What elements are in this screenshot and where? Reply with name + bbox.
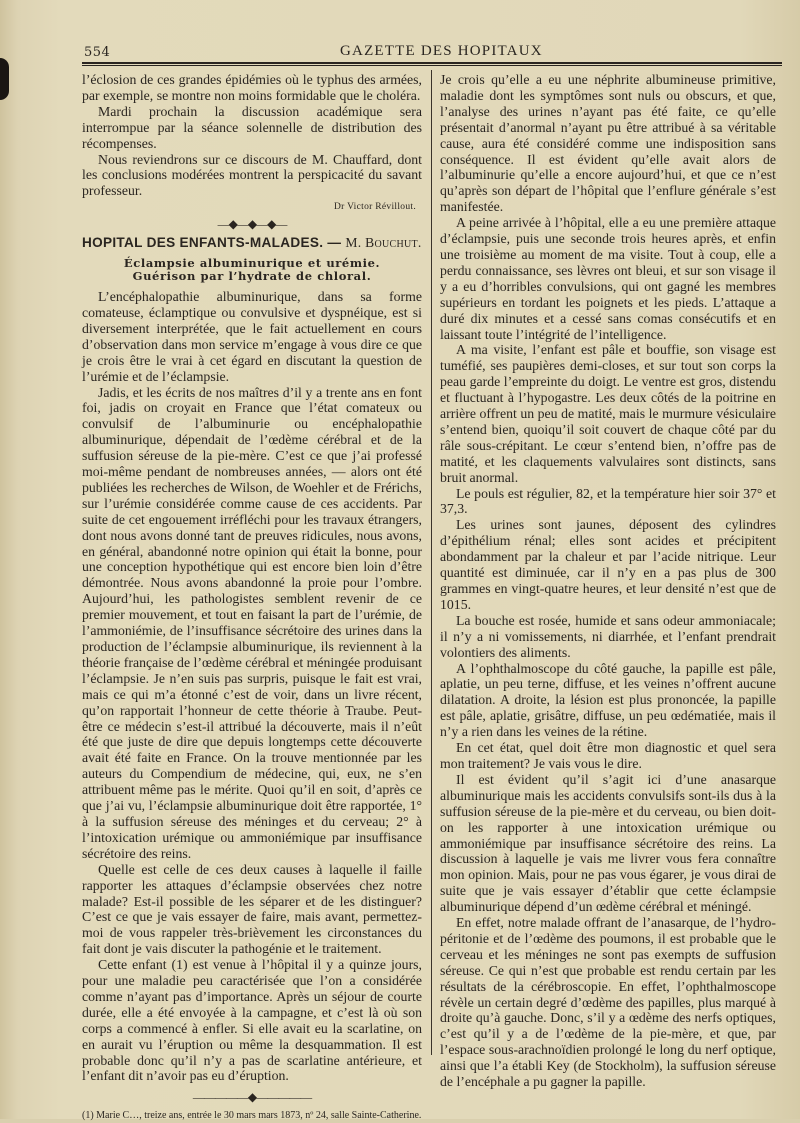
paragraph-pouls: Le pouls est régulier, 82, et la température hier soir 37° et 37,3. [440,485,776,517]
paragraph-visite: A ma visite, l’enfant est pâle et bouffie, son visage est tuméfié, ses paupières demi-closes, et sur tout son corps la peau garde l’empreinte du doigt. Le ventre est gros, distendu et fluctuant à l’hypogastre. Les deux côtés de la poitrine en arrière offrent un peu de matité, mais le murmure vésiculaire s’entend bien, quoiqu’il soit couvert de chaque côté par du râle sous-crépitant. Le cœur s’entend bien, n’offre pas de matité, et les claquements valvulaires sont distincts, sans bruit anormal. [440,342,776,485]
paragraph-chauffard: Nous reviendrons sur ce discours de M. Chauffard, dont les conclusions modérées montrent la perspicacité du savant professeur. [82,151,422,199]
section-title: HOPITAL DES ENFANTS-MALADES. — [82,235,346,251]
paragraph-cette-enfant: Cette enfant (1) est venue à l’hôpital il y a quinze jours, pour une maladie peu caractérisée que l’on a considérée comme n’ayant pas d’importance. Après un séjour de courte durée, elle a été envoyée à la campagne, et c’est là où son corps a commencé à enfler. Si elle avait eu la scarlatine, on en aurait vu l’éruption ou même la desquammation. Il est probable donc qu’il n’y a pas de scarlatine antérieure, et l’enfant dit n’avoir pas eu d’éruption. [82,957,422,1084]
left-column [82,72,422,1123]
section-heading [82,235,422,251]
paragraph-urines: Les urines sont jaunes, déposent des cylindres d’épithélium rénal; elles sont acides et précipitent abondamment par la chaleur et par l’acide nitrique. Leur quantité est diminuée, car il n’y en a pas plus de 300 grammes en vingt-quatre heures, et leur densité n’est que de 1015. [440,517,776,612]
section-author: M. Bouchut. [345,235,422,251]
column-divider [431,70,432,1055]
paragraph-encephalopathie: L’encéphalopathie albuminurique, dans sa forme comateuse, éclamptique ou convulsive et dyspnéique, est si diversement interprétée, que le fait actuellement en cours d’observation dans mon service m’engage à vous dire ce que je crois être le vrai à cet égard en discutant la question de l’urémie et de l’éclampsie. [82,289,422,384]
paragraph-en-effet: En effet, notre malade offrant de l’anasarque, de l’hydro-péritonie et de l’œdème des poumons, il est probable que le cerveau et les méninges ne sont pas exempts de suffusion séreuse. Ce qui n’est que probable est rendu certain par les résultats de la cérébroscopie. En effet, l’ophthalmoscope révèle un certain degré d’œdème des papilles, plus marqué à droite qu’à gauche. Donc, s’il y a œdème des nerfs optiques, c’est qu’il y a de l’œdème de la pie-mère, et que, par l’espace sous-arachnoïdien prolongé le long du nerf optique, ainsi que l’a établi Key (de Stockholm), la suffusion séreuse de l’encéphale a pu gagner la papille. [440,915,776,1090]
right-column [440,72,776,1090]
footnote: (1) Marie C…, treize ans, entrée le 30 mars mars 1873, nº 24, salle Sainte-Catherine. [82,1110,422,1122]
header-rule [82,62,782,64]
paragraph-ophthalmoscope: A l’ophthalmoscope du côté gauche, la papille est pâle, aplatie, un peu terne, diffuse, et les veines n’offrent aucune dilatation. A droite, la lésion est plus prononcée, la papille est pâle, aplatie, grisâtre, diffuse, un peu œdématiée, mais il n’y a rien dans les veines de la rétine. [440,660,776,740]
paragraph-epidemics: l’éclosion de ces grandes épidémies où le typhus des armées, par exemple, se montre non moins formidable que le choléra. [82,72,422,103]
paragraph-diagnostic: En cet état, quel doit être mon diagnostic et quel sera mon traitement? Je vais vous le dire. [440,740,776,771]
paragraph-nephrite: Je crois qu’elle a eu une néphrite albumineuse primitive, maladie dont les symptômes sont nuls ou obscurs, et que, l’analyse des urines n’ayant pas été faite, ce qu’elle présentait d’anormal n’ayant pu être attribué à sa véritable cause, aura été considéré comme une indisposition sans conséquence. Il est évident qu’elle avait alors de l’albuminurie qu’elle a encore aujourd’hui, et que ce n’est qu’après son départ de l’hôpital que l’enflure générale s’est manifestée. [440,72,776,215]
page-number: 554 [84,45,111,60]
footnote-separator: —————◆————— [192,1090,312,1105]
paragraph-anasarque: Il est évident qu’il s’agit ici d’une anasarque albuminurique mais les accidents convulsifs sont-ils dus à la suffusion séreuse de la pie-mère et du cerveau, ou bien doit-on les rapporter à une intoxication urémique ou ammoniémique par insuffisance sécrétoire des reins. La discussion à laquelle je vais me livrer vous fera connaître mon opinion. Mais, pour ne pas vous égarer, je vous dirai de suite que je vais essayer d’établir que cette éclampsie albuminurique dépend d’un œdème cérébral et méningé. [440,771,776,915]
header-rule-thin [82,65,782,66]
paragraph-jadis: Jadis, et les écrits de nos maîtres d’il y a trente ans en font foi, jadis on croyait en France que l’état comateux ou convulsif de l’albuminurie ou encéphalopathie albuminurique, dépendait de l’œdème cérébral et de la suffusion séreuse de la pie-mère. C’est ce que j’ai professé moi-même pendant de nombreuses années, — alors ont été publiées les recherches de Wilson, de Woehler et de Frérichs, sur l’urémie considérée comme cause de ces accidents. Par suite de cet engouement irréfléchi pour les travaux étrangers, dont nous avons donné tant de preuves ridicules, nous avons, en général, abandonné notre opinion qui était la bonne, pour une conception hypothétique qui est encore bien loin d’être démontrée. Nous avons abandonné la proie pour l’ombre. Aujourd’hui, les pathologistes semblent revenir de ce premier mouvement, et tout en faisant la part de l’urémie, de l’ammoniémie, de l’insuffisance sécrétoire des urines dans la production de l’éclampsie albuminurique, ils reviennent à la théorie française de l’œdème cérébral et méningée produisant l’éclampsie. Je n’en suis pas surpris, puisque le fait est vrai, mais ce qui m’a étonné c’est de voir, dans un livre récent, qu’on rapportait l’honneur de cette théorie à Traube. Peut-être ce médecin s’est-il attribué la découverte, mais il n’eût été que juste de dire que depuis longtemps cette découverte avait été faite en France. On la trouve mentionnée par les auteurs du Compendium de médecine, qui, eux, ne s’en attribuent même pas le mérite. Quoi qu’il en soit, d’après ce que j’ai vu, l’éclampsie albuminurique doit être rapportée, 1° à la suffusion séreuse des méninges et du cerveau; 2° à l’intoxication urémique ou ammoniémique par insuffisance sécrétoire des reins. [82,384,422,861]
paragraph-quelle-cause: Quelle est celle de ces deux causes à laquelle il faille rapporter les attaques d’éclampsie observées chez notre malade? Est-il possible de les séparer et de les distinguer? C’est ce que je vais essayer de faire, mais avant, permettez-moi de vous rappeler très-brièvement les circonstances du fait dont je vais discuter la pathogénie et le traitement. [82,861,422,957]
paragraph-mardi: Mardi prochain la discussion académique sera interrompue par la séance solennelle de distribution des récompenses. [82,103,422,151]
paragraph-attaques: A peine arrivée à l’hôpital, elle a eu une première attaque d’éclampsie, puis une seconde trois heures après, et enfin une troisième au moment de ma visite. Tout à coup, elle a perdu connaissance, ses lèvres ont bleui, et sur son visage il y a eu d’horribles convulsions, qui ont gagné les membres supérieurs en tordant les poignets et les pieds. L’attaque a duré dix minutes et a cessé sans comas consécutifs et en laissant toute l’intégrité de l’intelligence. [440,215,776,342]
journal-title: GAZETTE DES HOPITAUX [340,43,543,59]
author-signature: Dr Victor Révillout. [333,202,416,213]
binding-hole [0,58,9,100]
article-subtitle: Éclampsie albuminurique et urémie. Guérison par l’hydrate de chloral. [123,256,381,284]
paragraph-bouche: La bouche est rosée, humide et sans odeur ammoniacale; il n’y a ni vomissements, ni diarrhée, et l’enfant prendrait volontiers des aliments. [440,612,776,660]
section-ornament: —◆—◆—◆— [217,217,287,232]
